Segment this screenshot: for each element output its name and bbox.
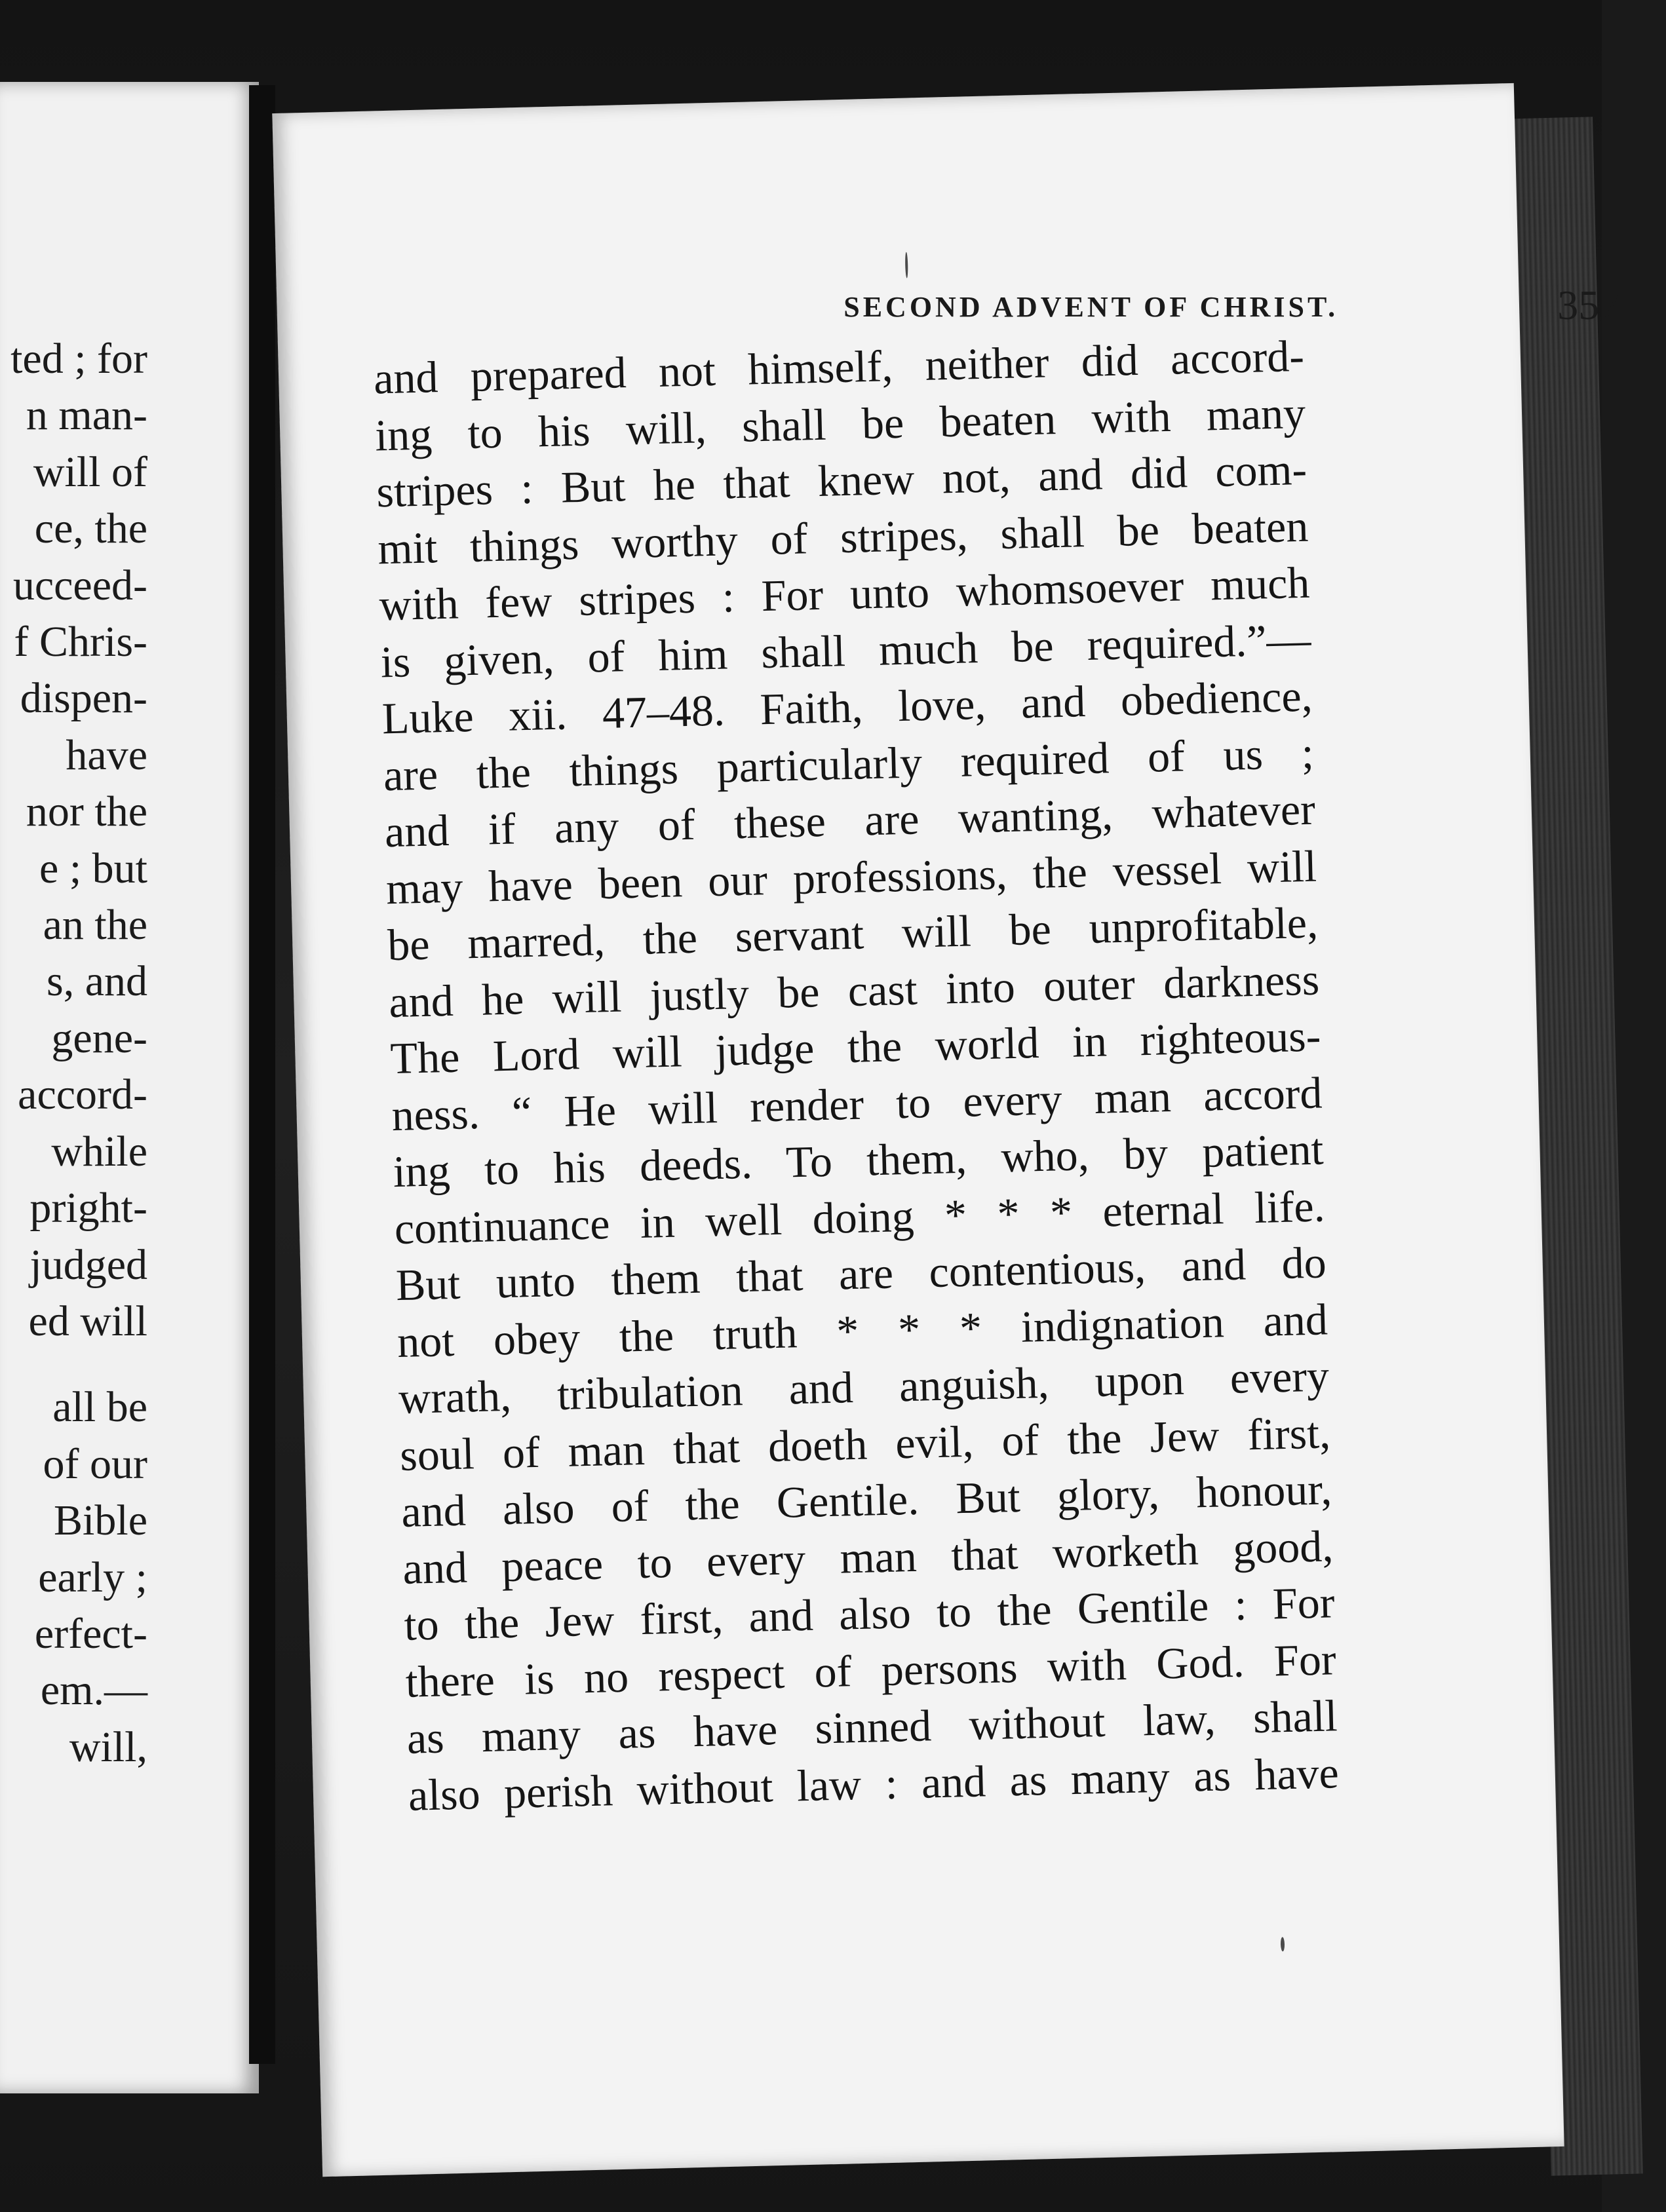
body-line: mit things worthy of stripes, shall be beaten [377, 501, 1309, 573]
body-line: may have been our professions, the vessel will [385, 841, 1317, 913]
left-line: early ; [38, 1553, 147, 1601]
left-line: ed will [28, 1297, 147, 1345]
body-line: ing to his deeds. To them, who, by patient [392, 1124, 1325, 1197]
body-line: wrath, tribulation and anguish, upon every [398, 1350, 1330, 1424]
left-line: have [66, 731, 147, 779]
left-line: judged [29, 1240, 147, 1289]
left-line: erfect- [34, 1609, 147, 1658]
left-line: s, and [47, 957, 147, 1006]
left-line: nor the [26, 788, 147, 836]
body-line: there is no respect of persons with God. For [404, 1633, 1337, 1707]
left-line: of our [43, 1440, 147, 1488]
body-line: not obey the truth * * * indignation and [397, 1293, 1328, 1367]
left-line: while [51, 1127, 147, 1175]
body-line: as many as have sinned without law, shall [406, 1690, 1338, 1763]
left-line: ucceed- [12, 561, 147, 609]
left-line: an the [43, 901, 147, 949]
body-line: ness. “ He will render to every man accord [391, 1067, 1323, 1140]
body-line: to the Jew first, and also to the Gentile : For [403, 1577, 1336, 1650]
body-line: with few stripes : For unto whomsoever much [378, 557, 1311, 630]
body-line: Luke xii. 47–48. Faith, love, and obedience, [381, 670, 1313, 744]
left-line: dispen- [20, 674, 147, 723]
body-line: and if any of these are wanting, whatever [384, 784, 1316, 857]
left-line: ce, the [34, 505, 147, 553]
body-line: and peace to every man that worketh good, [402, 1520, 1334, 1593]
left-line: accord- [18, 1071, 147, 1119]
body-line: are the things particularly required of us ; [383, 727, 1315, 800]
body-line: and he will justly be cast into outer darkness [388, 954, 1320, 1027]
body-line: ing to his will, shall be beaten with many [374, 387, 1306, 460]
body-text [373, 328, 1340, 1823]
body-line: is given, of him shall much be required.”— [379, 614, 1312, 687]
left-line: em.— [40, 1666, 147, 1715]
body-line: be marred, the servant will be unprofitable, [387, 897, 1319, 970]
left-line: Bible [54, 1497, 147, 1545]
body-line: soul of man that doeth evil, of the Jew first, [399, 1407, 1331, 1480]
body-line: also perish without law : and as many as have [408, 1747, 1340, 1820]
left-line: all be [52, 1383, 147, 1432]
scan-speck [1281, 1937, 1285, 1951]
left-line: n man- [26, 391, 147, 440]
body-line: continuance in well doing * * * eternal life. [393, 1180, 1326, 1253]
running-title: SECOND ADVENT OF CHRIST. [843, 290, 1339, 323]
left-page [0, 82, 259, 2093]
left-line: pright- [29, 1184, 147, 1232]
left-line: will of [33, 448, 147, 496]
left-page-text [0, 331, 147, 1776]
body-line: and also of the Gentile. But glory, honour, [400, 1464, 1332, 1536]
scan-speck [905, 252, 908, 278]
body-line: stripes : But he that knew not, and did com- [376, 444, 1308, 517]
body-line: But unto them that are contentious, and do [395, 1237, 1327, 1310]
left-line: e ; but [39, 844, 147, 892]
body-line: and prepared not himself, neither did accord- [373, 330, 1305, 404]
left-line: f Chris- [14, 618, 147, 666]
book-gutter [249, 85, 275, 2064]
right-page [272, 83, 1621, 2177]
page-number: 357 [1557, 281, 1621, 328]
left-line: gene- [51, 1014, 147, 1062]
body-line: The Lord will judge the world in righteous- [389, 1010, 1322, 1084]
left-line: will, [69, 1723, 147, 1771]
left-line: ted ; for [10, 335, 147, 383]
